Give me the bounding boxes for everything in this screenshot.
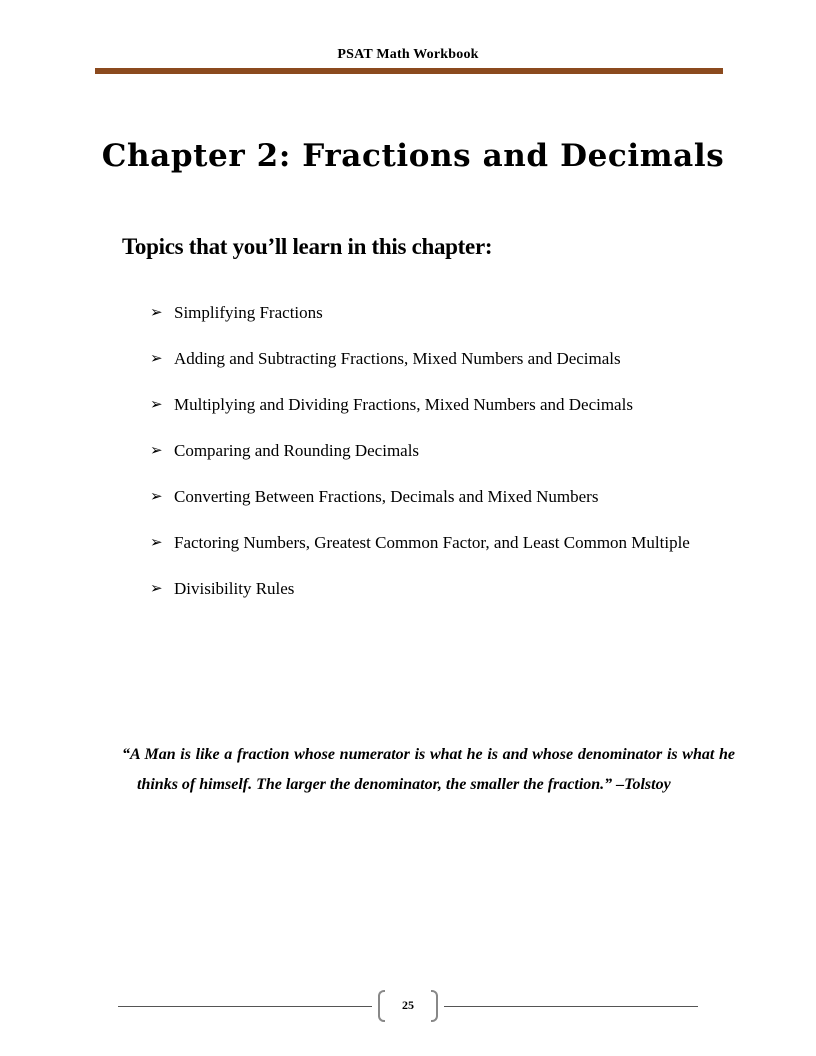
topic-label: Divisibility Rules bbox=[174, 579, 295, 598]
arrow-bullet-icon: ➢ bbox=[150, 397, 163, 413]
arrow-bullet-icon: ➢ bbox=[150, 489, 163, 505]
list-item bbox=[150, 336, 730, 382]
arrow-bullet-icon: ➢ bbox=[150, 535, 163, 551]
arrow-bullet-icon: ➢ bbox=[150, 443, 163, 459]
footer-rule-left bbox=[118, 1006, 372, 1007]
topic-list bbox=[150, 290, 730, 612]
chapter-title: Chapter 2: Fractions and Decimals bbox=[101, 138, 725, 174]
topic-label: Converting Between Fractions, Decimals and Mixed Numbers bbox=[174, 487, 599, 506]
running-header: PSAT Math Workbook bbox=[337, 47, 479, 62]
topic-label: Comparing and Rounding Decimals bbox=[174, 441, 420, 460]
topic-label: Adding and Subtracting Fractions, Mixed Numbers and Decimals bbox=[174, 349, 621, 368]
arrow-bullet-icon: ➢ bbox=[150, 305, 163, 321]
topics-heading: Topics that you’ll learn in this chapter: bbox=[122, 234, 493, 259]
topic-label: Simplifying Fractions bbox=[174, 303, 323, 322]
list-item bbox=[150, 474, 730, 520]
page-number: 25 bbox=[402, 998, 414, 1012]
arrow-bullet-icon: ➢ bbox=[150, 351, 163, 367]
header-rule bbox=[95, 68, 723, 74]
list-item bbox=[150, 290, 730, 336]
footer-rule-right bbox=[444, 1006, 698, 1007]
list-item bbox=[150, 520, 730, 566]
list-item bbox=[150, 382, 730, 428]
arrow-bullet-icon: ➢ bbox=[150, 581, 163, 597]
list-item bbox=[150, 566, 730, 612]
tolstoy-quote: “A Man is like a fraction whose numerator is what he is and whose denominator is what he thinks of himself. The larger the denominator, the smaller the fraction.” –Tolstoy bbox=[122, 746, 735, 793]
topic-label: Factoring Numbers, Greatest Common Factor, and Least Common Multiple bbox=[174, 533, 690, 552]
list-item bbox=[150, 428, 730, 474]
right-bracket-icon bbox=[431, 990, 438, 1022]
topic-label: Multiplying and Dividing Fractions, Mixed Numbers and Decimals bbox=[174, 395, 633, 414]
left-bracket-icon bbox=[378, 990, 385, 1022]
